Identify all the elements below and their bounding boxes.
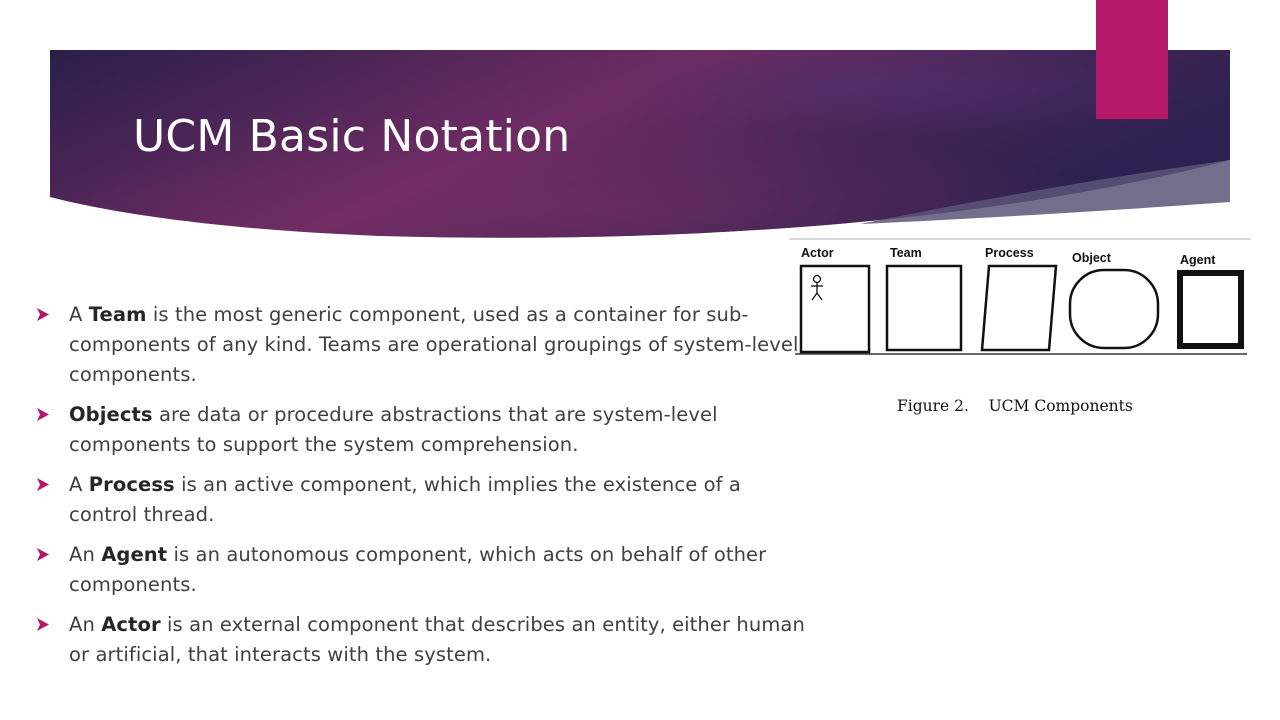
process-symbol bbox=[982, 266, 1056, 350]
accent-tab bbox=[1096, 0, 1168, 119]
bullet-arrow-icon bbox=[36, 400, 69, 421]
team-symbol bbox=[887, 266, 961, 350]
bullet-arrow-icon bbox=[36, 540, 69, 561]
bullet-text: A Team is the most generic component, used as a container for sub-components of any kind. Teams are operational groupings of system-level components. bbox=[69, 303, 799, 386]
bullet-term: Agent bbox=[101, 543, 168, 566]
bullet-text: Objects are data or procedure abstractions that are system-level components to support the system comprehension. bbox=[69, 403, 718, 456]
bullet-term: Process bbox=[88, 473, 175, 496]
agent-label: Agent bbox=[1180, 253, 1216, 267]
stick-figure-icon bbox=[811, 276, 823, 301]
bullet-list bbox=[36, 300, 806, 680]
bullet-item-agent bbox=[36, 540, 806, 600]
bullet-arrow-icon bbox=[36, 470, 69, 491]
agent-symbol bbox=[1180, 273, 1241, 346]
bullet-item-actor bbox=[36, 610, 806, 670]
bullet-item-team bbox=[36, 300, 806, 390]
bullet-term: Actor bbox=[101, 613, 161, 636]
slide-title: UCM Basic Notation bbox=[133, 111, 571, 162]
bullet-text: A Process is an active component, which implies the existence of a control thread. bbox=[69, 473, 741, 526]
bullet-text: An Agent is an autonomous component, which acts on behalf of other components. bbox=[69, 543, 767, 596]
bullet-arrow-icon bbox=[36, 610, 69, 631]
object-label: Object bbox=[1072, 251, 1111, 265]
object-symbol bbox=[1070, 270, 1158, 348]
figure-caption: Figure 2. UCM Components bbox=[897, 397, 1133, 415]
actor-symbol bbox=[801, 266, 869, 352]
bullet-item-objects bbox=[36, 400, 806, 460]
process-label: Process bbox=[985, 246, 1034, 260]
team-label: Team bbox=[890, 246, 922, 260]
bullet-arrow-icon bbox=[36, 300, 69, 321]
bullet-term: Team bbox=[88, 303, 147, 326]
bullet-term: Objects bbox=[69, 403, 153, 426]
bullet-item-process bbox=[36, 470, 806, 530]
bullet-text: An Actor is an external component that describes an entity, either human or artificial, that interacts with the system. bbox=[69, 613, 805, 666]
ucm-components-figure bbox=[789, 238, 1251, 363]
actor-label: Actor bbox=[801, 246, 834, 260]
